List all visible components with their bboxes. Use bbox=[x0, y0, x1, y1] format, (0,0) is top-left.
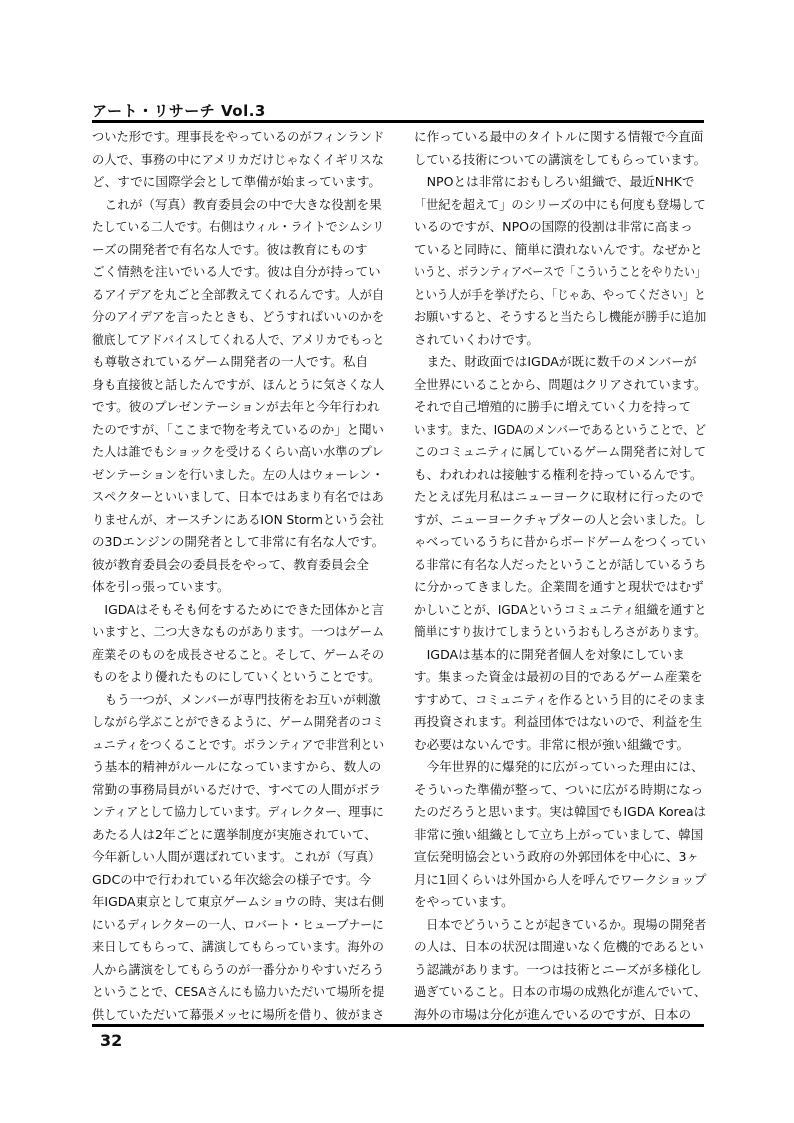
text-line: 全世界にいることから、問題はクリアされています。 bbox=[414, 376, 707, 392]
text-line: 彼が教育委員会の委員長をやって、教育委員会全 bbox=[92, 556, 369, 572]
text-line: という人が手を挙げたら、「じゃあ、やってください」と bbox=[414, 286, 706, 302]
text-line: スペクターといいまして、日本ではあまり有名ではあ bbox=[92, 489, 384, 504]
text-line: ゃべっているうちに昔からボードゲームをつくってい bbox=[414, 534, 706, 549]
text-line: ものをより優れたものにしていくということです。 bbox=[92, 669, 381, 684]
header-rule bbox=[92, 120, 704, 123]
text-line: るアイデアを丸ごと全部教えてくれるんです。人が自 bbox=[92, 286, 385, 302]
text-line: 体を引っ張っています。 bbox=[92, 579, 230, 594]
text-line: ということで、CESAさんにも協力いただいて場所を提 bbox=[92, 984, 385, 999]
text-line: です。彼のプレゼンテーションが去年と今年行われ bbox=[92, 399, 380, 414]
text-line: ごく情熱を注いでいる人です。彼は自分が持ってい bbox=[92, 264, 381, 279]
text-line: す。集まった資金は最初の目的であるゲーム産業を bbox=[414, 669, 703, 684]
text-line: も、われわれは接触する権利を持っているんです。 bbox=[414, 466, 703, 482]
text-line: このコミュニティに属しているゲーム開発者に対して bbox=[414, 444, 706, 459]
text-line: 簡単にすり抜けてしまうというおもしろさがあります。 bbox=[414, 624, 706, 639]
footer-rule bbox=[92, 1024, 704, 1027]
text-line: ていると同時に、簡単に潰れないんです。なぜかと bbox=[414, 241, 703, 257]
text-line: にいるディレクターの一人、ロバート・ヒューブナーに bbox=[92, 916, 384, 932]
text-line: う認識があります。一つは技術とニーズが多様化し bbox=[414, 961, 703, 977]
text-line: た人は誰でもショックを受けるくらい高い水準のプレ bbox=[92, 444, 384, 459]
text-line: IGDAは基本的に開発者個人を対象にしていま bbox=[414, 646, 685, 662]
text-line: ついた形です。理事長をやっているのがフィンランド bbox=[92, 129, 385, 144]
text-line: をやっています。 bbox=[414, 894, 514, 909]
text-line: の人は、日本の状況は間違いなく危機的であるとい bbox=[414, 939, 704, 954]
text-line: の人で、事務の中にアメリカだけじゃなくイギリスな bbox=[92, 151, 384, 167]
text-line: ゼンテーションを行いました。左の人はウォーレン・ bbox=[92, 466, 384, 482]
text-line: る非常に有名な人だったということが話しているうち bbox=[414, 556, 707, 572]
text-line: たとえば先月私はニューヨークに取材に行ったので bbox=[414, 489, 704, 504]
text-line: の3Dエンジンの開発者として非常に有名な人です。 bbox=[92, 534, 385, 549]
text-line: 海外の市場は分化が進んでいるのですが、日本の bbox=[414, 1006, 692, 1022]
text-line: 宣伝発明協会という政府の外郭団体を中心に、3ヶ bbox=[414, 849, 700, 864]
text-line: もう一つが、メンバーが専門技術をお互いが刺激 bbox=[92, 691, 381, 707]
text-line: それで自己増殖的に勝手に増えていく力を持って bbox=[414, 399, 692, 414]
text-line: いうと、ボランティアベースで「こういうことをやりたい」 bbox=[414, 264, 706, 279]
text-line: 徹底してアドバイスしてくれる人で、アメリカでもっと bbox=[92, 331, 385, 347]
text-line: 今年新しい人間が選ばれています。これが（写真） bbox=[92, 849, 381, 864]
text-line: む必要はないんです。非常に根が強い組織です。 bbox=[414, 736, 690, 752]
text-line: 年IGDA東京として東京ゲームショウの時、実は右側 bbox=[92, 894, 384, 909]
text-line: 今年世界的に爆発的に広がっていった理由には、 bbox=[414, 759, 704, 774]
text-line: IGDAはそもそも何をするためにできた団体かと言 bbox=[92, 601, 385, 617]
text-line: ュニティをつくることです。ボランティアで非営利とい bbox=[92, 736, 385, 752]
text-line: います。また、IGDAのメンバーであるということで、ど bbox=[414, 421, 707, 437]
text-line: 身も直接彼と話したんですが、ほんとうに気さくな人 bbox=[92, 376, 385, 392]
text-line: 再投資されます。利益団体ではないので、利益を生 bbox=[414, 714, 703, 729]
text-line: しながら学ぶことができるように、ゲーム開発者のコミ bbox=[92, 714, 384, 729]
text-line: GDCの中で行われている年次総会の様子です。今 bbox=[92, 871, 372, 887]
text-line: かしいことが、IGDAというコミュニティ組織を通すと bbox=[414, 601, 707, 617]
text-line: されていくわけです。 bbox=[414, 331, 539, 347]
text-line: すが、ニューヨークチャプターの人と会いました。し bbox=[414, 511, 706, 527]
text-line: また、財政面ではIGDAが既に数千のメンバーが bbox=[414, 354, 697, 369]
text-line: も尊敬されているゲーム開発者の一人です。私自 bbox=[92, 354, 369, 369]
text-line: いますと、二つ大きなものがあります。一つはゲーム bbox=[92, 624, 385, 639]
text-line: 供していただいて幕張メッセに場所を借り、彼がまさ bbox=[92, 1006, 385, 1022]
left-text-column bbox=[92, 126, 384, 1026]
text-line: すすめて、コミュニティを作るという目的にそのまま bbox=[414, 691, 706, 707]
text-line: 「世紀を超えて」のシリーズの中にも何度も登場して bbox=[414, 196, 706, 212]
text-line: たのだろうと思います。実は韓国でもIGDA Koreaは bbox=[414, 804, 706, 819]
text-line: そういった準備が整って、ついに広がる時期になっ bbox=[414, 781, 704, 797]
text-line: 月に1回くらいは外国から人を呼んでワークショップ bbox=[414, 871, 707, 887]
text-line: 人から講演をしてもらうのが一番分かりやすいだろう bbox=[92, 961, 385, 977]
text-line: りませんが、オースチンにあるION Stormという会社 bbox=[92, 511, 384, 527]
text-line: 来日してもらって、講演してもらっています。海外の bbox=[92, 939, 384, 954]
text-line: たのですが、「ここまで物を考えているのか」と聞い bbox=[92, 421, 384, 437]
right-text-column bbox=[414, 126, 706, 1026]
text-line: に分かってきました。企業間を通すと現状ではむず bbox=[414, 579, 704, 594]
text-line: ど、すでに国際学会として準備が始まっています。 bbox=[92, 174, 382, 189]
text-line: ーズの開発者で有名な人です。彼は教育にものす bbox=[92, 241, 368, 257]
page-number: 32 bbox=[100, 1031, 123, 1050]
text-line: ンティアとして協力しています。ディレクター、理事に bbox=[92, 804, 384, 819]
text-line: している技術についての講演をしてもらっています。 bbox=[414, 151, 706, 167]
text-line: 分のアイデアを言ったときも、どうすればいいのかを bbox=[92, 309, 385, 324]
text-line: 産業そのものを成長させること。そして、ゲームその bbox=[92, 646, 384, 662]
text-line: たしている二人です。右側はウィル・ライトでシムシリ bbox=[92, 219, 385, 234]
text-line: あたる人は2年ごとに選挙制度が実施されていて、 bbox=[92, 826, 377, 842]
text-line: いるのですが、NPOの国際的役割は非常に高まっ bbox=[414, 219, 693, 234]
text-line: これが（写真）教育委員会の中で大きな役割を果 bbox=[92, 196, 382, 212]
text-line: 日本でどういうことが起きているか。現場の開発者 bbox=[414, 916, 707, 932]
running-header-title: アート・リサーチ Vol.3 bbox=[92, 102, 266, 120]
text-line: に作っている最中のタイトルに関する情報で今直面 bbox=[414, 129, 704, 144]
text-line: 過ぎていること。日本の市場の成熟化が進んでいて、 bbox=[414, 984, 706, 999]
text-line: NPOとは非常におもしろい組織で、最近NHKで bbox=[414, 174, 695, 189]
text-line: お願いすると、そうすると当たらし機能が勝手に追加 bbox=[414, 309, 707, 324]
text-line: う基本的精神がルールになっていますから、数人の bbox=[92, 759, 382, 774]
text-line: 常勤の事務局員がいるだけで、すべての人間がボラ bbox=[92, 781, 382, 797]
text-line: 非常に強い組織として立ち上がっていまして、韓国 bbox=[414, 826, 704, 842]
